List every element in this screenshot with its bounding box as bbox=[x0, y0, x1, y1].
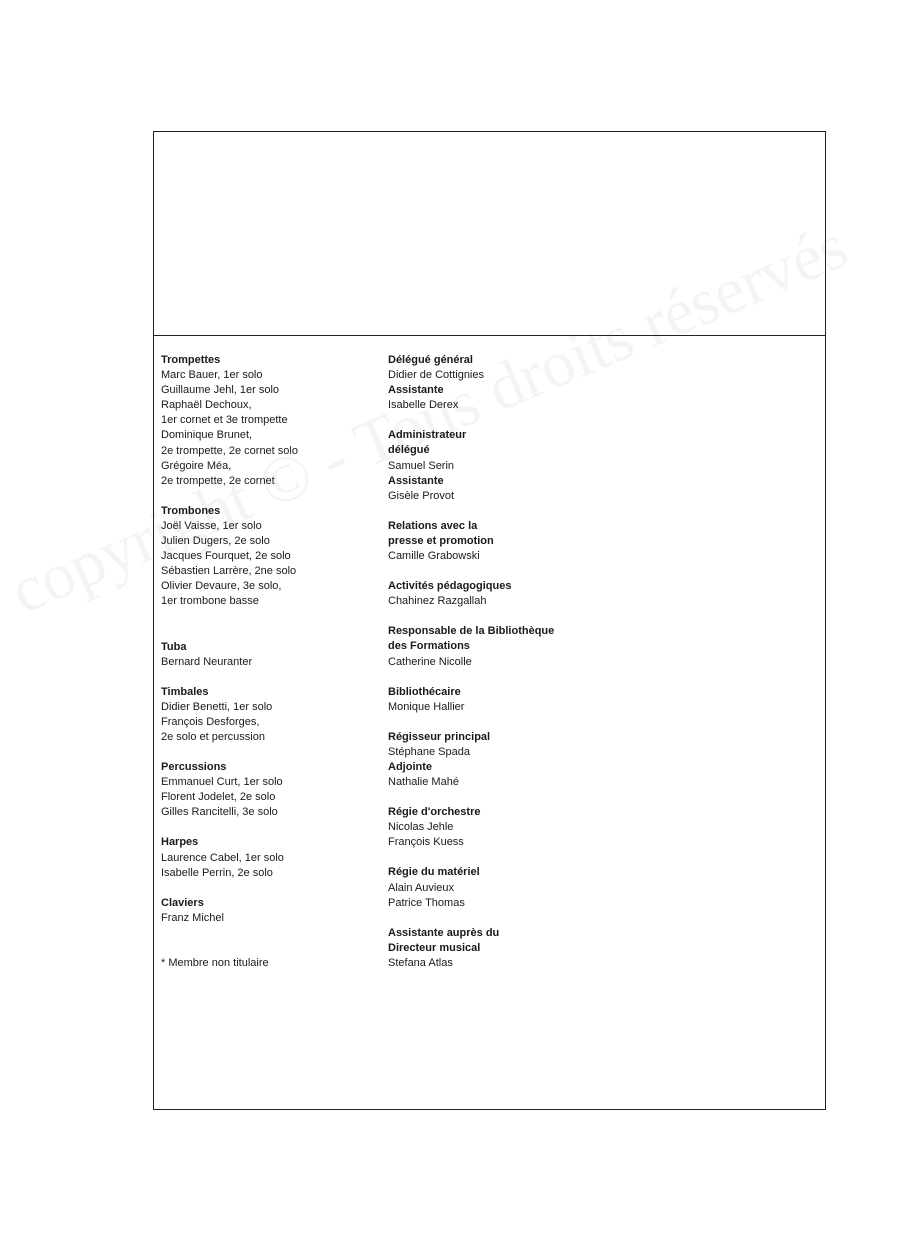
staff-name: Nathalie Mahé bbox=[388, 776, 459, 789]
section-heading: Percussions bbox=[161, 761, 227, 774]
staff-group bbox=[388, 685, 628, 715]
member-line: Florent Jodelet, 2e solo bbox=[161, 791, 276, 804]
role-heading: Assistante auprès du Directeur musical bbox=[388, 926, 500, 954]
member-line: Gilles Rancitelli, 3e solo bbox=[161, 806, 278, 819]
member-line: Bernard Neuranter bbox=[161, 655, 253, 668]
section-trombones bbox=[161, 504, 376, 610]
staff-group bbox=[388, 353, 628, 413]
member-line: Didier Benetti, 1er solo bbox=[161, 700, 273, 713]
staff-group bbox=[388, 519, 628, 564]
role-heading: Administrateur délégué bbox=[388, 429, 467, 457]
member-line: Jacques Fourquet, 2e solo bbox=[161, 550, 291, 563]
member-line: Isabelle Perrin, 2e solo bbox=[161, 866, 273, 879]
role-heading: Régie du matériel bbox=[388, 866, 480, 879]
member-line: Dominique Brunet, bbox=[161, 429, 253, 442]
member-line: 2e trompette, 2e cornet bbox=[161, 474, 275, 487]
staff-group bbox=[388, 579, 628, 609]
section-heading: Timbales bbox=[161, 685, 209, 698]
footnote: * Membre non titulaire bbox=[161, 956, 269, 969]
section-timbales bbox=[161, 685, 376, 745]
role-heading: Bibliothécaire bbox=[388, 685, 461, 698]
orchestra-musicians-column bbox=[161, 353, 376, 971]
staff-name: Patrice Thomas bbox=[388, 896, 465, 909]
role-heading: Assistante bbox=[388, 474, 444, 487]
staff-group bbox=[388, 926, 628, 971]
section-tuba bbox=[161, 640, 376, 670]
member-line: Franz Michel bbox=[161, 911, 224, 924]
section-heading: Claviers bbox=[161, 896, 204, 909]
top-panel-divider bbox=[154, 335, 825, 336]
section-heading: Trombones bbox=[161, 504, 221, 517]
member-line: 2e trompette, 2e cornet solo bbox=[161, 444, 298, 457]
member-line: 2e solo et percussion bbox=[161, 730, 265, 743]
member-line: Raphaël Dechoux, bbox=[161, 399, 252, 412]
member-line: Julien Dugers, 2e solo bbox=[161, 535, 270, 548]
staff-group bbox=[388, 624, 628, 669]
member-line: 1er trombone basse bbox=[161, 595, 259, 608]
member-line: Olivier Devaure, 3e solo, bbox=[161, 580, 282, 593]
member-line: Sébastien Larrère, 2ne solo bbox=[161, 565, 297, 578]
section-trompettes bbox=[161, 353, 376, 489]
section-claviers bbox=[161, 896, 376, 926]
member-line: Emmanuel Curt, 1er solo bbox=[161, 776, 283, 789]
role-heading: Activités pédagogiques bbox=[388, 580, 512, 593]
member-line: Laurence Cabel, 1er solo bbox=[161, 851, 284, 864]
page-frame bbox=[153, 131, 826, 1110]
member-line: Joël Vaisse, 1er solo bbox=[161, 519, 262, 532]
role-heading: Adjointe bbox=[388, 760, 432, 773]
staff-name: Alain Auvieux bbox=[388, 881, 455, 894]
staff-name: Stéphane Spada bbox=[388, 745, 470, 758]
role-heading: Régisseur principal bbox=[388, 730, 491, 743]
role-heading: Délégué général bbox=[388, 354, 473, 366]
section-heading: Harpes bbox=[161, 836, 199, 849]
member-line: François Desforges, bbox=[161, 715, 260, 728]
member-line: Grégoire Méa, bbox=[161, 459, 232, 472]
staff-group bbox=[388, 805, 628, 850]
section-percussions bbox=[161, 760, 376, 820]
section-heading: Trompettes bbox=[161, 354, 221, 366]
member-line: 1er cornet et 3e trompette bbox=[161, 414, 288, 427]
staff-name: Gisèle Provot bbox=[388, 489, 455, 502]
staff-group bbox=[388, 865, 628, 910]
staff-name: Stefana Atlas bbox=[388, 956, 453, 969]
administration-staff-column bbox=[388, 353, 628, 971]
role-heading: Relations avec la presse et promotion bbox=[388, 519, 494, 547]
staff-name: Monique Hallier bbox=[388, 700, 465, 713]
role-heading: Responsable de la Bibliothèque des Formations bbox=[388, 625, 555, 653]
role-heading: Assistante bbox=[388, 384, 444, 397]
section-heading: Tuba bbox=[161, 640, 187, 653]
role-heading: Régie d'orchestre bbox=[388, 806, 481, 819]
staff-name: François Kuess bbox=[388, 836, 464, 849]
member-line: Guillaume Jehl, 1er solo bbox=[161, 384, 280, 397]
staff-name: Chahinez Razgallah bbox=[388, 595, 487, 608]
staff-name: Catherine Nicolle bbox=[388, 655, 472, 668]
staff-name: Didier de Cottignies bbox=[388, 369, 484, 382]
member-line: Marc Bauer, 1er solo bbox=[161, 369, 263, 382]
staff-name: Isabelle Derex bbox=[388, 399, 459, 412]
staff-name: Camille Grabowski bbox=[388, 550, 480, 563]
staff-name: Samuel Serin bbox=[388, 459, 455, 472]
staff-group bbox=[388, 428, 628, 503]
section-harpes bbox=[161, 835, 376, 880]
staff-group bbox=[388, 730, 628, 790]
staff-name: Nicolas Jehle bbox=[388, 821, 454, 834]
